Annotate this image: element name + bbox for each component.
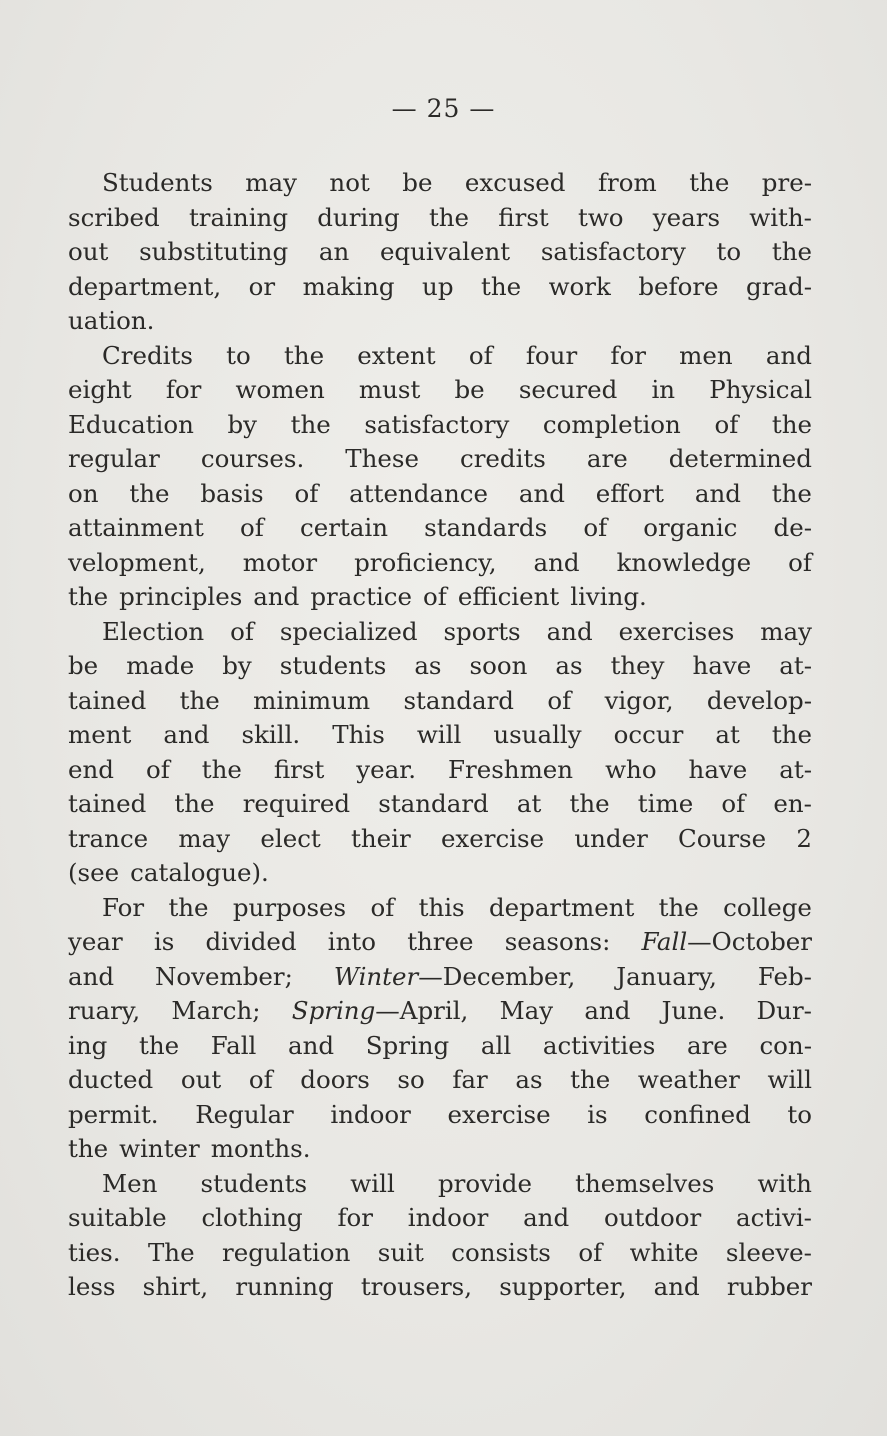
word: attendance	[349, 478, 489, 508]
word: en-	[773, 789, 812, 818]
word: sports	[443, 616, 521, 646]
word: of	[423, 582, 447, 611]
word: by	[222, 651, 252, 680]
word: work	[548, 271, 611, 301]
word: secured	[518, 375, 618, 404]
word: seasons:	[504, 927, 611, 956]
word: first	[273, 754, 325, 784]
word: regular	[68, 444, 160, 473]
word: substituting	[139, 237, 289, 266]
paragraph	[68, 1167, 812, 1305]
word: the	[179, 685, 220, 715]
word: uation.	[68, 306, 155, 335]
word: be	[402, 168, 433, 197]
word: of	[714, 409, 739, 439]
word: will	[350, 1168, 395, 1198]
word: under	[574, 823, 648, 853]
text-line	[68, 477, 812, 512]
word: trance	[68, 823, 149, 853]
word: Physical	[709, 375, 812, 404]
word: shirt,	[142, 1272, 209, 1301]
word: the	[129, 478, 170, 508]
paragraph	[68, 891, 812, 1167]
word: permit.	[68, 1099, 159, 1129]
word: and	[765, 340, 812, 370]
word: the	[658, 892, 699, 922]
word: suitable	[68, 1203, 167, 1232]
word: These	[345, 444, 419, 473]
word: and	[653, 1272, 700, 1301]
text-line	[68, 925, 812, 960]
word: practice	[310, 582, 412, 611]
word: up	[422, 271, 454, 301]
word: divided	[205, 927, 297, 956]
text-line	[68, 787, 812, 822]
word: knowledge	[616, 547, 752, 577]
word: tained	[68, 685, 147, 715]
word: the	[771, 409, 812, 439]
text-line	[68, 718, 812, 753]
word: time	[637, 789, 694, 818]
word: two	[577, 202, 624, 232]
word: out	[180, 1065, 222, 1094]
word: of	[145, 754, 170, 784]
word: and	[253, 582, 300, 611]
word: to	[716, 237, 742, 266]
word: certain	[299, 513, 388, 542]
word: and	[694, 478, 741, 508]
text-line	[68, 511, 812, 546]
word: at	[715, 720, 740, 749]
word: Dur-	[756, 996, 812, 1025]
word: Course	[678, 823, 767, 853]
word: provide	[437, 1168, 532, 1198]
word: purposes	[232, 892, 347, 922]
word: by	[227, 409, 258, 439]
word: this	[418, 892, 465, 922]
word: themselves	[575, 1168, 715, 1198]
word: (see	[68, 858, 120, 887]
word: catalogue).	[130, 858, 269, 887]
word: Spring—April,	[291, 996, 469, 1025]
text-line	[68, 1098, 812, 1133]
word: Spring	[365, 1030, 450, 1060]
word: students	[200, 1168, 308, 1198]
word: the	[569, 789, 610, 818]
paragraph	[68, 166, 812, 339]
word: during	[317, 202, 400, 232]
word: skill.	[241, 720, 301, 749]
word: This	[332, 720, 385, 749]
word: indoor	[407, 1203, 489, 1232]
word: will	[416, 720, 462, 749]
text-line	[68, 1236, 812, 1271]
word: January,	[616, 961, 717, 991]
word: indoor	[330, 1099, 411, 1129]
word: credits	[459, 444, 546, 473]
word: be	[454, 375, 485, 404]
word: velopment,	[68, 547, 206, 577]
paragraph	[68, 615, 812, 891]
word: consists	[451, 1237, 551, 1267]
word: in	[651, 375, 676, 404]
word: standards	[424, 513, 548, 542]
word: completion	[542, 409, 681, 439]
word: May	[499, 996, 554, 1025]
word: equivalent	[379, 237, 511, 266]
word: ing	[68, 1030, 108, 1060]
word: far	[452, 1065, 488, 1094]
text-line	[68, 580, 812, 615]
word: be	[68, 651, 99, 680]
word: of	[788, 547, 812, 577]
text-line	[68, 270, 812, 305]
word: supporter,	[499, 1272, 627, 1301]
word: outdoor	[603, 1203, 702, 1232]
word: doors	[300, 1065, 370, 1094]
word: courses.	[200, 444, 305, 473]
word: so	[397, 1065, 425, 1094]
word: the	[138, 1030, 180, 1060]
word: have	[688, 754, 748, 784]
text-line	[68, 1201, 812, 1236]
word: occur	[613, 720, 684, 749]
word: of	[230, 616, 254, 646]
word: the	[168, 892, 209, 922]
word: at-	[779, 754, 812, 784]
word: running	[235, 1272, 334, 1301]
word: rubber	[726, 1272, 812, 1301]
word: Students	[102, 168, 213, 197]
text-line	[68, 615, 812, 650]
word: suit	[377, 1237, 424, 1267]
word: of	[294, 478, 319, 508]
word: and	[288, 1030, 335, 1060]
word: weather	[637, 1065, 740, 1094]
word: year.	[356, 754, 417, 784]
word: Education	[68, 409, 194, 439]
word: clothing	[201, 1203, 303, 1232]
word: the	[771, 478, 812, 508]
text-line	[68, 856, 812, 891]
word: training	[188, 202, 289, 232]
text-line	[68, 822, 812, 857]
text-line	[68, 442, 812, 477]
text-line	[68, 1270, 812, 1305]
word: Feb-	[757, 961, 812, 991]
word: of	[248, 1065, 273, 1094]
body-text	[68, 166, 812, 1305]
word: exercise	[440, 823, 545, 853]
word: the	[570, 1065, 611, 1094]
text-line	[68, 235, 812, 270]
word: as	[414, 651, 442, 680]
word: with-	[749, 202, 812, 232]
word: before	[638, 271, 719, 301]
word: the	[68, 582, 109, 611]
word: exercises	[618, 616, 735, 646]
word: of	[240, 513, 264, 542]
word: first	[498, 202, 549, 232]
word: will	[767, 1065, 812, 1094]
word: of	[583, 513, 608, 542]
text-line	[68, 1063, 812, 1098]
word: an	[318, 237, 350, 266]
word: as	[515, 1065, 543, 1094]
word: women	[235, 375, 325, 404]
word: de-	[773, 513, 812, 542]
word: and	[518, 478, 565, 508]
word: may	[245, 168, 297, 197]
word: not	[329, 168, 370, 197]
word: basis	[200, 478, 264, 508]
word: is	[587, 1099, 608, 1129]
word: of	[578, 1237, 603, 1267]
word: ducted	[68, 1065, 154, 1094]
word: specialized	[279, 616, 418, 646]
word: organic	[643, 513, 738, 542]
word: men	[679, 340, 733, 370]
word: winter	[119, 1134, 200, 1163]
word: regulation	[222, 1237, 351, 1267]
word: into	[327, 927, 376, 956]
word: years	[652, 202, 721, 232]
word: the	[174, 789, 215, 818]
word: department,	[68, 271, 222, 301]
word: elect	[260, 823, 321, 853]
word: the	[68, 1134, 109, 1163]
word: motor	[242, 547, 318, 577]
word: the	[290, 409, 331, 439]
word: confined	[644, 1099, 751, 1129]
word: the	[480, 271, 522, 301]
word: white	[629, 1237, 699, 1267]
word: for	[337, 1203, 373, 1232]
word: and	[68, 961, 115, 991]
word: 2	[796, 823, 812, 853]
word: develop-	[706, 685, 812, 715]
word: Fall—October	[641, 927, 812, 956]
word: determined	[668, 444, 812, 473]
word: vigor,	[604, 685, 674, 715]
word: made	[126, 651, 195, 680]
word: activities	[542, 1030, 656, 1060]
text-line	[68, 684, 812, 719]
word: and	[546, 616, 593, 646]
text-line	[68, 408, 812, 443]
word: on	[68, 478, 99, 508]
word: three	[407, 927, 474, 956]
word: Men	[102, 1168, 158, 1198]
word: of	[547, 685, 572, 715]
word: the	[428, 202, 470, 232]
word: trousers,	[360, 1272, 473, 1301]
word: the	[201, 754, 242, 784]
word: required	[242, 789, 351, 818]
word: extent	[357, 340, 436, 370]
word: and	[163, 720, 210, 749]
text-line	[68, 960, 812, 995]
word: of	[468, 340, 493, 370]
word: or	[248, 271, 276, 301]
word: The	[147, 1237, 195, 1267]
text-line	[68, 994, 812, 1029]
word: they	[610, 651, 665, 680]
word: satisfactory	[364, 409, 510, 439]
word: standard	[378, 789, 489, 818]
word: eight	[68, 375, 132, 404]
text-line	[68, 753, 812, 788]
word: ruary,	[68, 996, 141, 1025]
word: at-	[779, 651, 812, 680]
text-line	[68, 1167, 812, 1202]
word: For	[102, 892, 145, 922]
word: minimum	[253, 685, 371, 715]
word: scribed	[68, 202, 160, 232]
word: standard	[403, 685, 514, 715]
word: with	[757, 1168, 812, 1198]
word: June.	[661, 996, 726, 1025]
word: soon	[469, 651, 528, 680]
word: con-	[759, 1030, 812, 1060]
text-line	[68, 891, 812, 926]
word: may	[760, 616, 812, 646]
text-line	[68, 201, 812, 236]
word: usually	[493, 720, 582, 749]
word: living.	[570, 582, 647, 611]
word: exercise	[447, 1099, 551, 1129]
page-number: — 25 —	[391, 94, 496, 123]
word: Winter—December,	[333, 961, 576, 991]
word: proficiency,	[354, 547, 497, 577]
word: department	[488, 892, 635, 922]
word: months.	[210, 1134, 311, 1163]
word: principles	[119, 582, 243, 611]
text-line	[68, 1132, 812, 1167]
word: and	[584, 996, 631, 1025]
word: and	[523, 1203, 570, 1232]
word: satisfactory	[540, 237, 686, 266]
word: Freshmen	[448, 754, 574, 784]
word: who	[605, 754, 657, 784]
text-line	[68, 546, 812, 581]
word: the	[689, 168, 730, 197]
word: ment	[68, 720, 132, 749]
word: are	[586, 444, 628, 473]
text-line	[68, 304, 812, 339]
word: year	[68, 927, 123, 956]
word: as	[555, 651, 583, 680]
word: have	[692, 651, 752, 680]
word: Election	[102, 616, 205, 646]
word: of	[721, 789, 746, 818]
word: must	[358, 375, 421, 404]
text-line	[68, 1029, 812, 1064]
word: college	[723, 892, 812, 922]
word: is	[153, 927, 175, 956]
word: excused	[464, 168, 566, 197]
word: and	[533, 547, 580, 577]
word: to	[226, 340, 251, 370]
word: activi-	[736, 1203, 812, 1232]
word: the	[771, 720, 812, 749]
word: sleeve-	[725, 1237, 812, 1267]
word: all	[480, 1030, 512, 1060]
word: may	[178, 823, 231, 853]
word: Regular	[195, 1099, 294, 1129]
word: grad-	[746, 271, 812, 301]
word: pre-	[761, 168, 812, 197]
word: Credits	[102, 340, 193, 370]
paragraph	[68, 339, 812, 615]
word: tained	[68, 789, 147, 818]
word: less	[68, 1272, 116, 1301]
word: the	[283, 340, 325, 370]
word: making	[302, 271, 395, 301]
text-line	[68, 649, 812, 684]
word: for	[610, 340, 646, 370]
word: November;	[154, 961, 293, 991]
word: Fall	[210, 1030, 257, 1060]
word: at	[516, 789, 542, 818]
word: four	[525, 340, 578, 370]
text-line	[68, 373, 812, 408]
word: attainment	[68, 513, 204, 542]
word: to	[787, 1099, 812, 1129]
word: of	[370, 892, 395, 922]
word: the	[771, 237, 812, 266]
word: for	[165, 375, 202, 404]
word: March;	[171, 996, 261, 1025]
word: out	[68, 237, 109, 266]
word: students	[279, 651, 387, 680]
word: from	[597, 168, 657, 197]
word: ties.	[68, 1237, 121, 1267]
text-line	[68, 339, 812, 374]
word: their	[351, 823, 411, 853]
word: end	[68, 754, 114, 784]
word: efficient	[457, 582, 560, 611]
word: are	[686, 1030, 728, 1060]
text-line	[68, 166, 812, 201]
word: effort	[595, 478, 664, 508]
